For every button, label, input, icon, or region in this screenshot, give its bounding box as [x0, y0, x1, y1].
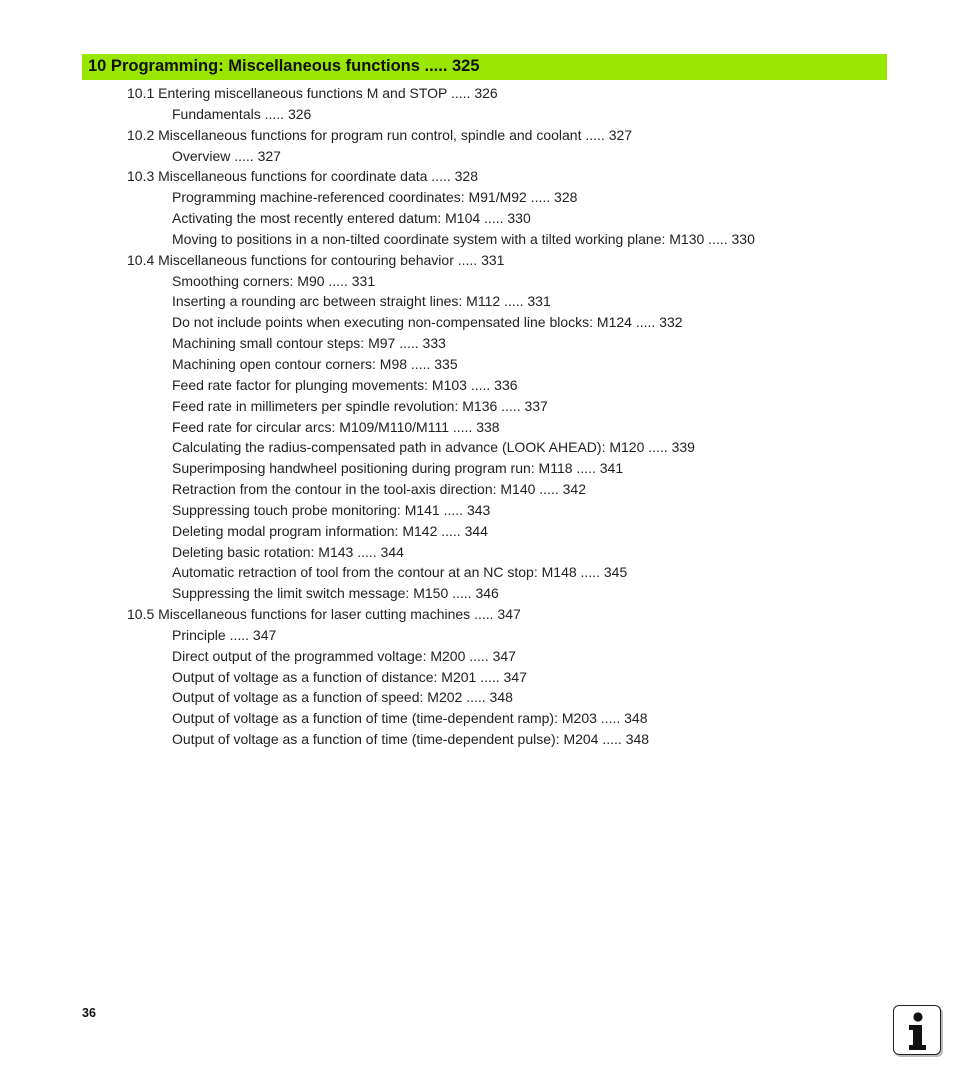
- toc-subsection-entry[interactable]: Suppressing touch probe monitoring: M141 ..... 343: [172, 501, 491, 518]
- toc-subsection-entry[interactable]: Output of voltage as a function of time (time-dependent ramp): M203 ..... 348: [172, 710, 648, 727]
- toc-subsection-entry[interactable]: Calculating the radius-compensated path in advance (LOOK AHEAD): M120 ..... 339: [172, 439, 695, 456]
- toc-subsection-entry[interactable]: Retraction from the contour in the tool-axis direction: M140 ..... 342: [172, 481, 586, 498]
- toc-subsection-entry[interactable]: Deleting modal program information: M142 ..... 344: [172, 522, 488, 539]
- toc-subsection-entry[interactable]: Do not include points when executing non-compensated line blocks: M124 ..... 332: [172, 314, 683, 331]
- info-icon: [893, 1005, 941, 1055]
- toc-section-entry[interactable]: 10.1 Entering miscellaneous functions M and STOP ..... 326: [127, 85, 498, 101]
- page-number: 36: [82, 1006, 96, 1020]
- toc-subsection-entry[interactable]: Fundamentals ..... 326: [172, 105, 312, 122]
- toc-subsection-entry[interactable]: Overview ..... 327: [172, 147, 281, 164]
- toc-subsection-entry[interactable]: Activating the most recently entered datum: M104 ..... 330: [172, 210, 531, 227]
- toc-subsection-entry[interactable]: Programming machine-referenced coordinates: M91/M92 ..... 328: [172, 189, 578, 206]
- toc-subsection-entry[interactable]: Feed rate factor for plunging movements: M103 ..... 336: [172, 376, 518, 393]
- toc-subsection-entry[interactable]: Moving to positions in a non-tilted coordinate system with a tilted working plane: M130 ..... 330: [172, 230, 755, 247]
- toc-section-entry[interactable]: 10.4 Miscellaneous functions for contouring behavior ..... 331: [127, 251, 505, 268]
- toc-subsection-entry[interactable]: Smoothing corners: M90 ..... 331: [172, 272, 376, 289]
- toc-subsection-entry[interactable]: Automatic retraction of tool from the contour at an NC stop: M148 ..... 345: [172, 564, 628, 581]
- toc-subsection-entry[interactable]: Deleting basic rotation: M143 ..... 344: [172, 543, 404, 560]
- toc-subsection-entry[interactable]: Suppressing the limit switch message: M150 ..... 346: [172, 585, 499, 602]
- toc-subsection-entry[interactable]: Principle ..... 347: [172, 626, 277, 643]
- chapter-title[interactable]: 10 Programming: Miscellaneous functions ..... 325: [88, 57, 480, 75]
- toc-subsection-entry[interactable]: Machining open contour corners: M98 ..... 335: [172, 355, 458, 372]
- toc-section-entry[interactable]: 10.3 Miscellaneous functions for coordinate data ..... 328: [127, 168, 478, 185]
- toc-subsection-entry[interactable]: Output of voltage as a function of distance: M201 ..... 347: [172, 668, 527, 685]
- toc-section-entry[interactable]: 10.5 Miscellaneous functions for laser cutting machines ..... 347: [127, 606, 521, 623]
- toc-subsection-entry[interactable]: Inserting a rounding arc between straight lines: M112 ..... 331: [172, 293, 551, 310]
- toc-subsection-entry[interactable]: Superimposing handwheel positioning during program run: M118 ..... 341: [172, 460, 624, 477]
- toc-subsection-entry[interactable]: Output of voltage as a function of time (time-dependent pulse): M204 ..... 348: [172, 731, 650, 748]
- toc-subsection-entry[interactable]: Feed rate for circular arcs: M109/M110/M111 ..... 338: [172, 418, 500, 435]
- chapter-heading-bar: [82, 54, 887, 80]
- toc-subsection-entry[interactable]: Output of voltage as a function of speed: M202 ..... 348: [172, 689, 513, 706]
- toc-section-entry[interactable]: 10.2 Miscellaneous functions for program run control, spindle and coolant ..... 327: [127, 126, 633, 143]
- toc-subsection-entry[interactable]: Machining small contour steps: M97 ..... 333: [172, 335, 446, 352]
- toc-subsection-entry[interactable]: Direct output of the programmed voltage: M200 ..... 347: [172, 647, 516, 664]
- toc-subsection-entry[interactable]: Feed rate in millimeters per spindle revolution: M136 ..... 337: [172, 397, 548, 414]
- table-of-contents: [0, 83, 954, 750]
